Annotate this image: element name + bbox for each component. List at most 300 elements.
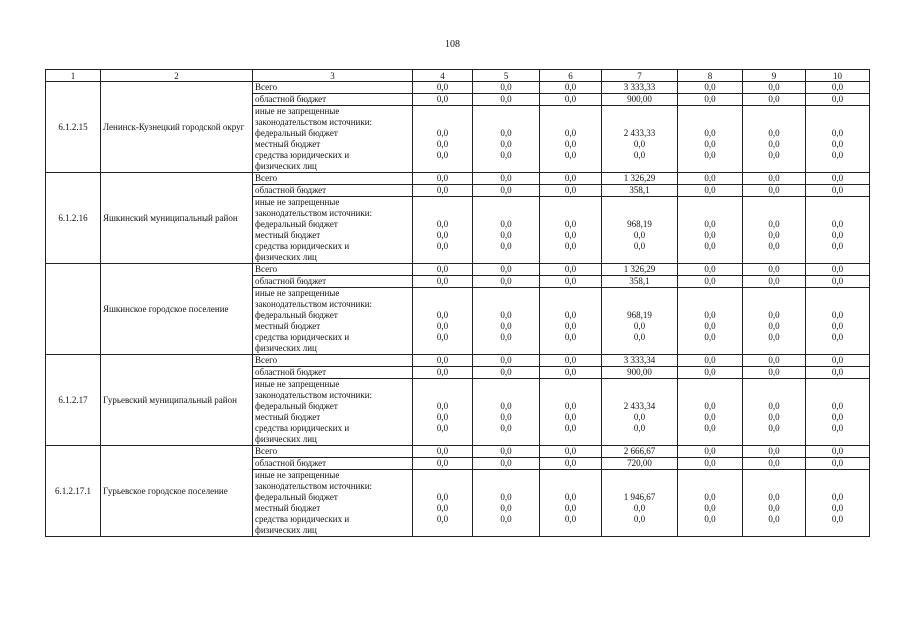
column-number: 3 — [253, 70, 413, 82]
value-line: 0,0 — [768, 412, 780, 422]
sub-label-line: федеральный бюджет — [255, 219, 338, 229]
value-cell: 0,0 — [678, 276, 743, 288]
spacer — [602, 288, 677, 310]
spacer — [602, 379, 677, 401]
sub-label-line: федеральный бюджет — [255, 128, 338, 138]
spacer — [678, 197, 742, 219]
value-cell: 0,0 — [678, 264, 743, 276]
value-line: 0,0 — [831, 139, 844, 149]
value-cell: 0,0 — [413, 446, 473, 458]
value-cell — [602, 470, 678, 537]
value-line: 0,0 — [704, 412, 716, 422]
label-line: иные не запрещенные — [255, 288, 340, 298]
value-line: 0,0 — [436, 412, 449, 422]
value-line: 0,0 — [500, 503, 512, 513]
spacer — [806, 106, 869, 128]
value-line: 0,0 — [831, 514, 844, 524]
label-line: иные не запрещенные — [255, 197, 340, 207]
value-cell: 0,0 — [678, 173, 743, 185]
value-line: 0,0 — [831, 492, 844, 502]
other-sources-label — [253, 470, 413, 537]
value-line: 0,0 — [500, 241, 512, 251]
column-number: 5 — [473, 70, 540, 82]
value-line: 0,0 — [564, 401, 577, 411]
value-line: 0,0 — [500, 423, 512, 433]
value-line: 0,0 — [831, 412, 844, 422]
value-cell — [678, 106, 743, 173]
spacer — [473, 470, 539, 492]
sub-label-line: физических лиц — [255, 525, 317, 535]
value-line: 0,0 — [500, 128, 512, 138]
spacer — [413, 106, 472, 128]
sub-label-line: средства юридических и — [255, 332, 350, 342]
spacer — [473, 106, 539, 128]
value-cell — [806, 470, 870, 537]
value-line: 0,0 — [500, 332, 512, 342]
block-name: Гурьевское городское поселение — [101, 446, 253, 537]
value-cell: 0,0 — [540, 94, 602, 106]
value-line: 0,0 — [564, 332, 577, 342]
value-cell: 0,0 — [413, 264, 473, 276]
block-code: 6.1.2.17 — [46, 355, 101, 446]
spacer — [743, 470, 805, 492]
sub-label-line: средства юридических и — [255, 241, 350, 251]
spacer — [540, 379, 601, 401]
value-cell: 0,0 — [678, 367, 743, 379]
value-line: 0,0 — [704, 514, 716, 524]
spacer — [473, 288, 539, 310]
spacer — [806, 379, 869, 401]
value-cell: 0,0 — [413, 355, 473, 367]
other-sources-label — [253, 106, 413, 173]
sub-label-line: физических лиц — [255, 161, 317, 171]
value-line: 0,0 — [768, 139, 780, 149]
value-line: 0,0 — [564, 321, 577, 331]
sub-label-line: местный бюджет — [255, 503, 321, 513]
spacer — [678, 379, 742, 401]
row-label: областной бюджет — [253, 185, 413, 197]
value-cell — [473, 197, 540, 264]
value-cell — [540, 106, 602, 173]
value-cell — [743, 288, 806, 355]
spacer — [743, 288, 805, 310]
value-line: 0,0 — [436, 321, 449, 331]
spacer — [602, 197, 677, 219]
value-line: 0,0 — [831, 503, 844, 513]
value-line: 0,0 — [831, 321, 844, 331]
value-line: 0,0 — [831, 423, 844, 433]
value-line: 0,0 — [831, 128, 844, 138]
value-cell: 0,0 — [743, 355, 806, 367]
spacer — [743, 106, 805, 128]
spacer — [540, 106, 601, 128]
value-cell — [743, 197, 806, 264]
sub-label-line: федеральный бюджет — [255, 401, 338, 411]
value-cell: 0,0 — [540, 276, 602, 288]
spacer — [413, 197, 472, 219]
row-label: Всего — [253, 355, 413, 367]
value-cell: 0,0 — [413, 367, 473, 379]
value-line: 0,0 — [633, 150, 646, 160]
value-cell: 0,0 — [540, 458, 602, 470]
value-line: 2 433,33 — [623, 128, 656, 138]
value-line: 0,0 — [704, 423, 716, 433]
block-total-row — [46, 446, 870, 458]
value-line: 0,0 — [564, 139, 577, 149]
value-cell: 0,0 — [678, 355, 743, 367]
value-cell: 0,0 — [473, 367, 540, 379]
value-cell: 2 666,67 — [602, 446, 678, 458]
value-line: 0,0 — [500, 412, 512, 422]
value-line: 0,0 — [436, 332, 449, 342]
value-cell — [413, 379, 473, 446]
label-line: законодательством источники: — [255, 117, 373, 127]
value-line: 0,0 — [564, 219, 577, 229]
value-cell: 0,0 — [473, 458, 540, 470]
value-line: 0,0 — [564, 503, 577, 513]
value-line: 0,0 — [436, 219, 449, 229]
value-line: 0,0 — [768, 310, 780, 320]
value-cell — [413, 470, 473, 537]
value-cell — [743, 106, 806, 173]
value-line: 0,0 — [500, 150, 512, 160]
label-line: законодательством источники: — [255, 481, 373, 491]
value-line: 0,0 — [704, 150, 716, 160]
column-number: 6 — [540, 70, 602, 82]
block-total-row — [46, 355, 870, 367]
row-label: областной бюджет — [253, 367, 413, 379]
value-cell — [743, 470, 806, 537]
value-line: 0,0 — [768, 128, 780, 138]
spacer — [473, 197, 539, 219]
sub-label-line: местный бюджет — [255, 321, 321, 331]
row-label: Всего — [253, 446, 413, 458]
block-total-row — [46, 82, 870, 94]
block-code: 6.1.2.15 — [46, 82, 101, 173]
value-line: 0,0 — [704, 139, 716, 149]
value-line: 0,0 — [564, 412, 577, 422]
row-label: областной бюджет — [253, 276, 413, 288]
spacer — [806, 288, 869, 310]
value-line: 0,0 — [831, 332, 844, 342]
value-line: 0,0 — [704, 241, 716, 251]
value-line: 0,0 — [768, 492, 780, 502]
value-cell — [678, 379, 743, 446]
sub-label-line: физических лиц — [255, 434, 317, 444]
value-line: 0,0 — [633, 241, 646, 251]
value-line: 2 433,34 — [623, 401, 656, 411]
value-cell: 0,0 — [413, 458, 473, 470]
block-name: Ленинск-Кузнецкий городской округ — [101, 82, 253, 173]
spacer — [540, 197, 601, 219]
spacer — [678, 106, 742, 128]
value-cell: 0,0 — [806, 276, 870, 288]
value-cell: 0,0 — [540, 173, 602, 185]
value-cell: 900,00 — [602, 94, 678, 106]
value-cell — [473, 106, 540, 173]
value-line: 0,0 — [633, 332, 646, 342]
other-sources-label — [253, 288, 413, 355]
row-label: Всего — [253, 82, 413, 94]
column-number: 4 — [413, 70, 473, 82]
value-cell: 0,0 — [413, 276, 473, 288]
value-line: 0,0 — [768, 503, 780, 513]
spacer — [678, 288, 742, 310]
value-cell — [602, 288, 678, 355]
value-line: 0,0 — [704, 310, 716, 320]
value-cell: 0,0 — [678, 82, 743, 94]
value-line: 0,0 — [436, 310, 449, 320]
value-cell: 0,0 — [743, 82, 806, 94]
value-line: 0,0 — [564, 150, 577, 160]
sub-label-line: местный бюджет — [255, 412, 321, 422]
value-cell: 0,0 — [413, 185, 473, 197]
value-line: 0,0 — [768, 514, 780, 524]
value-cell: 0,0 — [806, 458, 870, 470]
value-line: 0,0 — [564, 241, 577, 251]
value-cell: 0,0 — [540, 367, 602, 379]
sub-label-line: средства юридических и — [255, 423, 350, 433]
value-cell: 0,0 — [413, 173, 473, 185]
value-line: 0,0 — [633, 514, 646, 524]
value-line: 968,19 — [627, 219, 652, 229]
value-cell — [806, 197, 870, 264]
budget-table — [45, 69, 870, 537]
sub-label-line: физических лиц — [255, 252, 317, 262]
value-line: 0,0 — [768, 332, 780, 342]
value-cell: 0,0 — [743, 458, 806, 470]
value-cell — [540, 379, 602, 446]
value-line: 0,0 — [768, 241, 780, 251]
value-cell: 0,0 — [806, 367, 870, 379]
value-line: 0,0 — [704, 401, 716, 411]
value-line: 0,0 — [564, 128, 577, 138]
value-line: 0,0 — [436, 150, 449, 160]
label-line: иные не запрещенные — [255, 106, 340, 116]
label-line: иные не запрещенные — [255, 470, 340, 480]
other-sources-label — [253, 379, 413, 446]
value-line: 0,0 — [633, 503, 646, 513]
value-cell: 0,0 — [540, 82, 602, 94]
value-cell: 0,0 — [806, 185, 870, 197]
sub-label-line: федеральный бюджет — [255, 492, 338, 502]
value-line: 0,0 — [633, 423, 646, 433]
value-line: 0,0 — [633, 321, 646, 331]
spacer — [602, 470, 677, 492]
value-cell: 0,0 — [743, 264, 806, 276]
column-number: 10 — [806, 70, 870, 82]
value-cell: 900,00 — [602, 367, 678, 379]
value-line: 0,0 — [831, 241, 844, 251]
value-line: 0,0 — [704, 503, 716, 513]
sub-label-line: местный бюджет — [255, 139, 321, 149]
value-cell: 0,0 — [743, 367, 806, 379]
value-cell — [602, 379, 678, 446]
value-cell: 0,0 — [678, 446, 743, 458]
value-cell — [678, 288, 743, 355]
value-line: 0,0 — [768, 219, 780, 229]
spacer — [743, 197, 805, 219]
value-line: 0,0 — [436, 401, 449, 411]
label-line: законодательством источники: — [255, 208, 373, 218]
value-line: 0,0 — [436, 230, 449, 240]
sub-label-line: средства юридических и — [255, 150, 350, 160]
row-label: областной бюджет — [253, 458, 413, 470]
value-cell — [678, 197, 743, 264]
value-cell — [540, 288, 602, 355]
value-cell — [413, 197, 473, 264]
column-number: 9 — [743, 70, 806, 82]
value-cell: 0,0 — [540, 264, 602, 276]
value-line: 0,0 — [704, 321, 716, 331]
column-number: 7 — [602, 70, 678, 82]
value-cell — [806, 288, 870, 355]
value-cell: 3 333,34 — [602, 355, 678, 367]
row-label: Всего — [253, 264, 413, 276]
value-cell: 0,0 — [678, 458, 743, 470]
value-cell: 1 326,29 — [602, 264, 678, 276]
value-cell — [743, 379, 806, 446]
sub-label-line: местный бюджет — [255, 230, 321, 240]
column-number: 2 — [101, 70, 253, 82]
value-line: 0,0 — [831, 310, 844, 320]
block-name: Гурьевский муниципальный район — [101, 355, 253, 446]
column-number-row — [46, 70, 870, 82]
value-line: 0,0 — [704, 128, 716, 138]
value-cell: 0,0 — [540, 446, 602, 458]
value-line: 0,0 — [500, 492, 512, 502]
value-line: 968,19 — [627, 310, 652, 320]
sub-label-line: средства юридических и — [255, 514, 350, 524]
value-line: 0,0 — [831, 150, 844, 160]
spacer — [413, 470, 472, 492]
value-line: 0,0 — [500, 219, 512, 229]
value-line: 0,0 — [500, 139, 512, 149]
value-cell: 0,0 — [806, 355, 870, 367]
value-cell: 0,0 — [540, 355, 602, 367]
value-cell: 0,0 — [473, 94, 540, 106]
value-line: 0,0 — [500, 321, 512, 331]
value-cell: 0,0 — [540, 185, 602, 197]
value-cell: 0,0 — [806, 446, 870, 458]
column-number: 1 — [46, 70, 101, 82]
block-name: Яшкинское городское поселение — [101, 264, 253, 355]
spacer — [743, 379, 805, 401]
label-line: иные не запрещенные — [255, 379, 340, 389]
value-cell: 358,1 — [602, 276, 678, 288]
spacer — [540, 288, 601, 310]
value-line: 0,0 — [633, 230, 646, 240]
value-cell — [678, 470, 743, 537]
value-line: 0,0 — [564, 230, 577, 240]
value-cell — [540, 470, 602, 537]
value-cell — [806, 106, 870, 173]
spacer — [413, 379, 472, 401]
value-line: 0,0 — [500, 230, 512, 240]
row-label: областной бюджет — [253, 94, 413, 106]
other-sources-label — [253, 197, 413, 264]
value-cell — [806, 379, 870, 446]
value-cell: 0,0 — [473, 276, 540, 288]
value-cell: 0,0 — [806, 173, 870, 185]
spacer — [678, 470, 742, 492]
value-line: 0,0 — [768, 230, 780, 240]
value-cell: 0,0 — [473, 355, 540, 367]
value-line: 0,0 — [564, 423, 577, 433]
value-line: 0,0 — [564, 310, 577, 320]
value-cell: 0,0 — [473, 446, 540, 458]
value-line: 0,0 — [704, 332, 716, 342]
value-cell: 0,0 — [743, 185, 806, 197]
value-cell: 0,0 — [806, 82, 870, 94]
value-line: 0,0 — [436, 503, 449, 513]
value-line: 0,0 — [831, 401, 844, 411]
value-cell: 1 326,29 — [602, 173, 678, 185]
value-cell — [602, 106, 678, 173]
value-line: 0,0 — [704, 219, 716, 229]
value-cell: 3 333,33 — [602, 82, 678, 94]
value-line: 1 946,67 — [623, 492, 656, 502]
value-line: 0,0 — [436, 492, 449, 502]
block-total-row — [46, 264, 870, 276]
value-cell — [602, 197, 678, 264]
value-line: 0,0 — [768, 401, 780, 411]
spacer — [806, 470, 869, 492]
value-cell: 0,0 — [473, 82, 540, 94]
spacer — [413, 288, 472, 310]
value-cell: 0,0 — [678, 94, 743, 106]
label-line: законодательством источники: — [255, 299, 373, 309]
value-cell: 720,00 — [602, 458, 678, 470]
value-line: 0,0 — [436, 514, 449, 524]
value-cell: 0,0 — [473, 185, 540, 197]
value-line: 0,0 — [704, 230, 716, 240]
block-name: Яшкинский муниципальный район — [101, 173, 253, 264]
value-line: 0,0 — [704, 492, 716, 502]
value-cell — [413, 288, 473, 355]
value-cell: 0,0 — [413, 94, 473, 106]
spacer — [806, 197, 869, 219]
value-cell: 0,0 — [743, 94, 806, 106]
value-line: 0,0 — [436, 128, 449, 138]
sub-label-line: федеральный бюджет — [255, 310, 338, 320]
spacer — [540, 470, 601, 492]
value-cell: 0,0 — [806, 264, 870, 276]
value-line: 0,0 — [500, 401, 512, 411]
value-line: 0,0 — [436, 139, 449, 149]
value-line: 0,0 — [831, 219, 844, 229]
value-cell: 0,0 — [473, 173, 540, 185]
spacer — [602, 106, 677, 128]
value-line: 0,0 — [436, 241, 449, 251]
value-cell: 0,0 — [413, 82, 473, 94]
value-line: 0,0 — [768, 321, 780, 331]
block-code — [46, 264, 101, 355]
value-cell: 0,0 — [743, 276, 806, 288]
value-line: 0,0 — [564, 492, 577, 502]
value-line: 0,0 — [436, 423, 449, 433]
value-line: 0,0 — [831, 230, 844, 240]
value-line: 0,0 — [500, 310, 512, 320]
value-line: 0,0 — [564, 514, 577, 524]
value-line: 0,0 — [500, 514, 512, 524]
value-cell — [473, 288, 540, 355]
value-cell: 0,0 — [678, 185, 743, 197]
value-cell: 0,0 — [473, 264, 540, 276]
sub-label-line: физических лиц — [255, 343, 317, 353]
value-line: 0,0 — [768, 150, 780, 160]
value-line: 0,0 — [633, 412, 646, 422]
